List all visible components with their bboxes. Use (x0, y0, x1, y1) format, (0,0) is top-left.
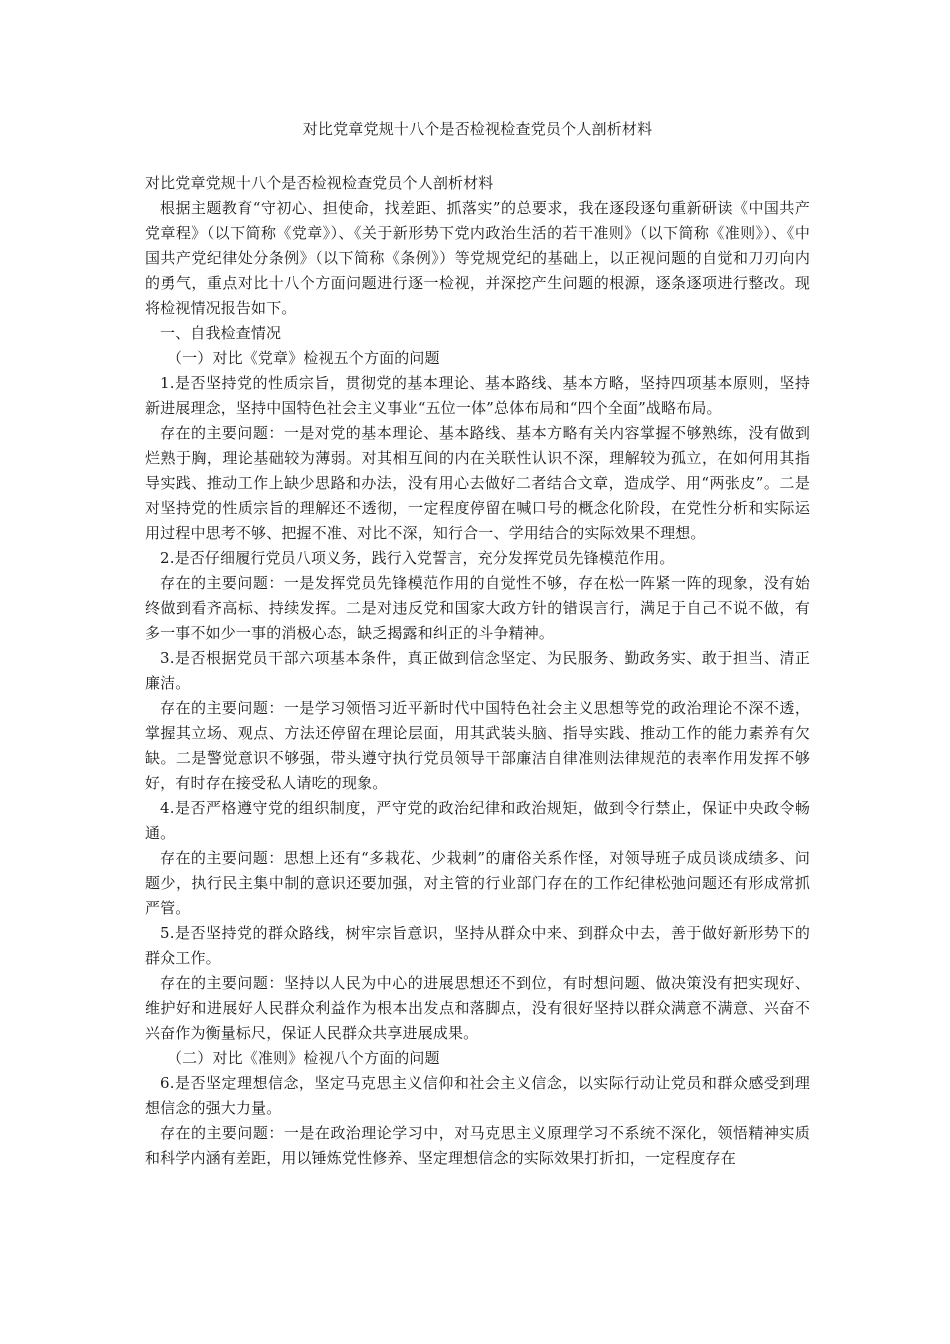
document-page (145, 118, 810, 1171)
paragraph-intro: 根据主题教育“守初心、担使命，找差距、抓落实”的总要求，我在逐段逐句重新研读《中国共产党章程》（以下简称《党章》）、《关于新形势下党内政治生活的若干准则》（以下简称《准则》）、《中国共产党纪律处分条例》（以下简称《条例》）等党规党纪的基础上，以正视问题的自觉和刀刃向内的勇气，重点对比十八个方面问题进行逐一检视，并深挖产生问题的根源，逐条逐项进行整改。现将检视情况报告如下。 (145, 199, 810, 317)
section-heading: 一、自我检查情况 (160, 324, 282, 342)
paragraph-item: 1.是否坚持党的性质宗旨，贯彻党的基本理论、基本路线、基本方略，坚持四项基本原则，坚持新进展理念，坚持中国特色社会主义事业“五位一体”总体布局和“四个全面”战略布局。 (145, 374, 810, 417)
paragraph-problem: 存在的主要问题：思想上还有“多栽花、少栽刺”的庸俗关系作怪，对领导班子成员谈成绩多、问题少，执行民主集中制的意识还要加强，对主管的行业部门存在的工作纪律松弛问题还有形成常抓严管。 (145, 849, 810, 917)
paragraph-problem: 存在的主要问题：一是对党的基本理论、基本路线、基本方略有关内容掌握不够熟练，没有做到烂熟于胸，理论基础较为薄弱。对其相互间的内在关联性认识不深，理解较为孤立，在如何用其指导实践、推动工作上缺少思路和办法，没有用心去做好二者结合文章，造成学、用“两张皮”。二是对坚持党的性质宗旨的理解还不透彻，一定程度停留在喊口号的概念化阶段，在党性分析和实际运用过程中思考不够、把握不准、对比不深，知行合一、学用结合的实际效果不理想。 (145, 424, 810, 542)
paragraph-item: 3.是否根据党员干部六项基本条件，真正做到信念坚定、为民服务、勤政务实、敢于担当、清正廉洁。 (145, 649, 810, 692)
paragraph-item: 2.是否仔细履行党员八项义务，践行入党誓言，充分发挥党员先锋模范作用。 (160, 549, 675, 567)
paragraph-item: 4.是否严格遵守党的组织制度，严守党的政治纪律和政治规矩，做到令行禁止，保证中央政令畅通。 (145, 799, 810, 842)
paragraph-problem: 存在的主要问题：坚持以人民为中心的进展思想还不到位，有时想问题、做决策没有把实现好、维护好和进展好人民群众利益作为根本出发点和落脚点，没有很好坚持以群众满意不满意、兴奋不兴奋作为衡量标尺，保证人民群众共享进展成果。 (145, 974, 810, 1042)
paragraph-item: 5.是否坚持党的群众路线，树牢宗旨意识，坚持从群众中来、到群众中去，善于做好新形势下的群众工作。 (145, 924, 810, 967)
paragraph-problem: 存在的主要问题：一是发挥党员先锋模范作用的自觉性不够，存在松一阵紧一阵的现象，没有始终做到看齐高标、持续发挥。二是对违反党和国家大政方针的错误言行，满足于自己不说不做，有多一事不如少一事的消极心态，缺乏揭露和纠正的斗争精神。 (145, 574, 810, 642)
paragraph-problem: 存在的主要问题：一是在政治理论学习中，对马克思主义原理学习不系统不深化，领悟精神实质和科学内涵有差距，用以锤炼党性修养、坚定理想信念的实际效果打折扣，一定程度存在 (145, 1124, 810, 1167)
subsection-heading: （二）对比《准则》检视八个方面的问题 (167, 1049, 440, 1067)
paragraph-subtitle: 对比党章党规十八个是否检视检查党员个人剖析材料 (145, 174, 494, 192)
document-body (145, 171, 810, 1171)
document-title: 对比党章党规十八个是否检视检查党员个人剖析材料 (302, 120, 653, 138)
paragraph-item: 6.是否坚定理想信念，坚定马克思主义信仰和社会主义信念，以实际行动让党员和群众感受到理想信念的强大力量。 (145, 1074, 810, 1117)
subsection-heading: （一）对比《党章》检视五个方面的问题 (167, 349, 440, 367)
paragraph-problem: 存在的主要问题：一是学习领悟习近平新时代中国特色社会主义思想等党的政治理论不深不透，掌握其立场、观点、方法还停留在理论层面，用其武装头脑、指导实践、推动工作的能力素养有欠缺。二是警觉意识不够强，带头遵守执行党员领导干部廉洁自律准则法律规范的表率作用发挥不够好，有时存在接受私人请吃的现象。 (145, 699, 810, 792)
